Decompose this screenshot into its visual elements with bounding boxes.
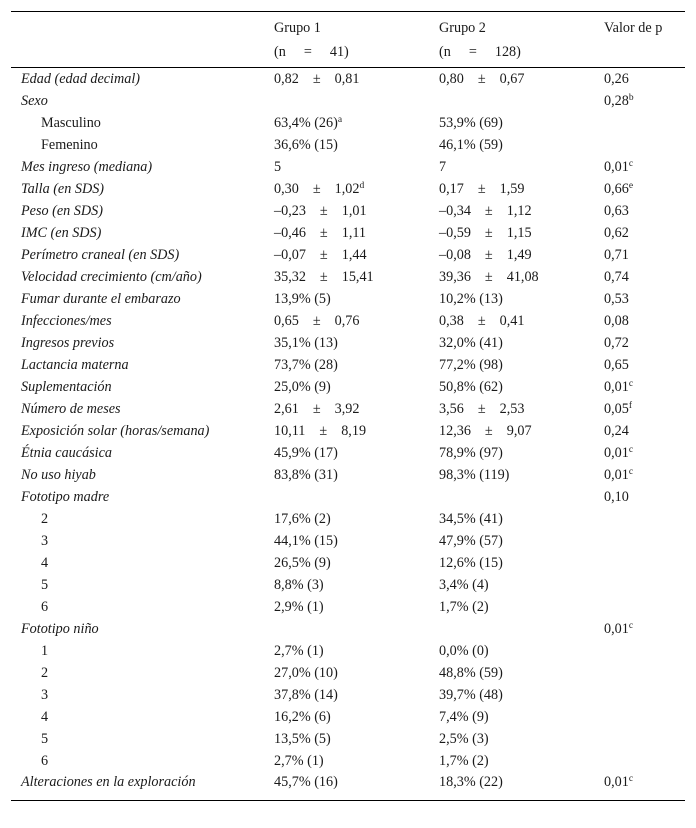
value-p: 0,28 — [604, 92, 629, 109]
cell-grupo-1 — [274, 68, 439, 91]
cell-grupo-1 — [274, 244, 439, 266]
row-sublabel: 5 — [41, 576, 49, 593]
cell-grupo-1 — [274, 90, 439, 112]
table-row — [11, 68, 685, 91]
row-sublabel: 5 — [41, 730, 49, 747]
row-label: No uso hiyab — [21, 466, 96, 483]
footnote-marker: c — [628, 620, 634, 631]
value-grupo-2: 32,0% (41) — [439, 334, 503, 351]
cell-valor-p — [604, 178, 685, 200]
cell-grupo-1 — [274, 156, 439, 178]
value-grupo-1: –0,07 ± 1,44 — [274, 246, 367, 263]
cell-grupo-2 — [439, 486, 604, 508]
row-label: Fototipo niño — [21, 620, 99, 637]
cell-valor-p — [604, 750, 685, 772]
cell-grupo-2 — [439, 200, 604, 222]
table-row — [11, 772, 685, 801]
value-p: 0,71 — [604, 246, 629, 263]
cell-grupo-1 — [274, 750, 439, 772]
row-label: Infecciones/mes — [21, 312, 112, 329]
table-row — [11, 178, 685, 200]
value-p: 0,24 — [604, 422, 629, 439]
cell-grupo-2 — [439, 530, 604, 552]
table-row — [11, 640, 685, 662]
table-row — [11, 354, 685, 376]
row-sublabel: 6 — [41, 752, 49, 769]
value-p: 0,05 — [604, 400, 629, 417]
value-grupo-1: 45,9% (17) — [274, 444, 338, 461]
value-p: 0,01 — [604, 620, 629, 637]
value-grupo-2: 10,2% (13) — [439, 290, 503, 307]
value-grupo-1: 2,7% (1) — [274, 752, 324, 769]
value-grupo-1: 45,7% (16) — [274, 774, 338, 790]
row-label: Fototipo madre — [21, 488, 110, 505]
table-row — [11, 596, 685, 618]
header-grupo-1: Grupo 1 — [274, 20, 321, 36]
value-grupo-2: 2,5% (3) — [439, 730, 489, 747]
cell-grupo-2 — [439, 464, 604, 486]
row-label: Velocidad crecimiento (cm/año) — [21, 268, 202, 285]
value-grupo-1: 13,9% (5) — [274, 290, 331, 307]
cell-grupo-1 — [274, 530, 439, 552]
cell-grupo-2 — [439, 68, 604, 91]
value-grupo-1: 13,5% (5) — [274, 730, 331, 747]
row-label: Edad (edad decimal) — [21, 70, 140, 87]
footnote-marker: a — [337, 114, 343, 125]
cell-valor-p — [604, 288, 685, 310]
table-row — [11, 442, 685, 464]
value-grupo-1: 44,1% (15) — [274, 532, 338, 549]
cell-grupo-1 — [274, 618, 439, 640]
table-body — [11, 68, 685, 801]
table-row — [11, 684, 685, 706]
row-label: IMC (en SDS) — [21, 224, 102, 241]
value-grupo-2: –0,34 ± 1,12 — [439, 202, 532, 219]
cell-grupo-2 — [439, 596, 604, 618]
cell-grupo-1 — [274, 266, 439, 288]
table-row — [11, 728, 685, 750]
cell-grupo-1 — [274, 112, 439, 134]
cell-valor-p — [604, 596, 685, 618]
cell-grupo-1 — [274, 662, 439, 684]
header-n-grupo-1 — [274, 37, 439, 68]
cell-valor-p — [604, 530, 685, 552]
value-grupo-1: 10,11 ± 8,19 — [274, 422, 367, 439]
value-grupo-1: 27,0% (10) — [274, 664, 338, 681]
value-grupo-2: 47,9% (57) — [439, 532, 503, 549]
value-grupo-2: –0,59 ± 1,15 — [439, 224, 532, 241]
table-row — [11, 112, 685, 134]
value-grupo-1: 0,82 ± 0,81 — [274, 70, 360, 87]
value-p: 0,01 — [604, 378, 629, 395]
value-grupo-2: –0,08 ± 1,49 — [439, 246, 532, 263]
table-row — [11, 552, 685, 574]
value-grupo-1: 8,8% (3) — [274, 576, 324, 593]
cell-grupo-1 — [274, 596, 439, 618]
cell-grupo-1 — [274, 134, 439, 156]
row-sublabel: Femenino — [41, 136, 98, 153]
value-p: 0,01 — [604, 444, 629, 461]
cell-grupo-1 — [274, 200, 439, 222]
n2-text: (n = 128) — [439, 43, 521, 60]
table-row — [11, 464, 685, 486]
cell-grupo-2 — [439, 662, 604, 684]
table-row — [11, 420, 685, 442]
cell-grupo-1 — [274, 684, 439, 706]
cell-valor-p — [604, 112, 685, 134]
value-grupo-1: 17,6% (2) — [274, 510, 331, 527]
footnote-marker: e — [628, 180, 634, 191]
cell-grupo-2 — [439, 354, 604, 376]
cell-grupo-2 — [439, 156, 604, 178]
cell-valor-p — [604, 332, 685, 354]
value-grupo-2: 46,1% (59) — [439, 136, 503, 153]
value-grupo-2: 48,8% (59) — [439, 664, 503, 681]
value-grupo-2: 39,36 ± 41,08 — [439, 268, 539, 285]
value-p: 0,01 — [604, 774, 629, 790]
cell-grupo-2 — [439, 266, 604, 288]
table-row — [11, 706, 685, 728]
value-grupo-1: 36,6% (15) — [274, 136, 338, 153]
cell-grupo-1 — [274, 508, 439, 530]
value-grupo-2: 50,8% (62) — [439, 378, 503, 395]
cell-grupo-1 — [274, 332, 439, 354]
cell-grupo-2 — [439, 222, 604, 244]
footnote-marker: c — [628, 444, 634, 455]
value-grupo-2: 3,56 ± 2,53 — [439, 400, 525, 417]
value-grupo-1: 35,1% (13) — [274, 334, 338, 351]
table-row — [11, 134, 685, 156]
value-grupo-2: 78,9% (97) — [439, 444, 503, 461]
row-sublabel: 4 — [41, 708, 49, 725]
cell-grupo-1 — [274, 486, 439, 508]
cell-grupo-2 — [439, 288, 604, 310]
row-sublabel: 6 — [41, 598, 49, 615]
table-row — [11, 618, 685, 640]
cell-grupo-1 — [274, 420, 439, 442]
cell-grupo-1 — [274, 552, 439, 574]
table-row — [11, 90, 685, 112]
table-row — [11, 310, 685, 332]
cell-grupo-2 — [439, 398, 604, 420]
footnote-marker: c — [628, 158, 634, 169]
value-p: 0,01 — [604, 466, 629, 483]
cell-grupo-1 — [274, 222, 439, 244]
value-p: 0,62 — [604, 224, 629, 241]
row-sublabel: 3 — [41, 686, 49, 703]
cell-grupo-1 — [274, 354, 439, 376]
value-grupo-1: 2,7% (1) — [274, 642, 324, 659]
cell-valor-p — [604, 618, 685, 640]
cell-grupo-1 — [274, 772, 439, 801]
cell-valor-p — [604, 156, 685, 178]
table-row — [11, 332, 685, 354]
value-grupo-2: 39,7% (48) — [439, 686, 503, 703]
table-row — [11, 288, 685, 310]
row-sublabel: 4 — [41, 554, 49, 571]
value-grupo-2: 7 — [439, 158, 447, 175]
cell-valor-p — [604, 90, 685, 112]
cell-valor-p — [604, 442, 685, 464]
value-p: 0,72 — [604, 334, 629, 351]
header-valor-p: Valor de p — [604, 20, 663, 36]
footnote-marker: c — [628, 466, 634, 477]
cell-grupo-2 — [439, 728, 604, 750]
table-row — [11, 222, 685, 244]
header-n-grupo-2 — [439, 37, 604, 68]
value-grupo-2: 0,38 ± 0,41 — [439, 312, 525, 329]
value-p: 0,53 — [604, 290, 629, 307]
value-grupo-2: 0,0% (0) — [439, 642, 489, 659]
cell-grupo-1 — [274, 288, 439, 310]
table-row — [11, 376, 685, 398]
row-label: Exposición solar (horas/semana) — [21, 422, 210, 439]
table-row — [11, 156, 685, 178]
value-grupo-1: 2,9% (1) — [274, 598, 324, 615]
cell-grupo-2 — [439, 552, 604, 574]
cell-grupo-2 — [439, 376, 604, 398]
cell-grupo-2 — [439, 178, 604, 200]
row-label: Mes ingreso (mediana) — [21, 158, 153, 175]
value-grupo-1: 5 — [274, 158, 282, 175]
comparison-table — [11, 11, 685, 801]
cell-valor-p — [604, 200, 685, 222]
table-row — [11, 662, 685, 684]
value-grupo-2: 0,80 ± 0,67 — [439, 70, 525, 87]
cell-valor-p — [604, 266, 685, 288]
value-grupo-2: 1,7% (2) — [439, 598, 489, 615]
value-grupo-2: 12,36 ± 9,07 — [439, 422, 532, 439]
value-grupo-1: 26,5% (9) — [274, 554, 331, 571]
cell-grupo-2 — [439, 750, 604, 772]
value-p: 0,74 — [604, 268, 629, 285]
value-grupo-1: 2,61 ± 3,92 — [274, 400, 360, 417]
row-label: Suplementación — [21, 378, 112, 395]
footnote-marker: f — [628, 400, 632, 411]
cell-grupo-1 — [274, 574, 439, 596]
row-label: Número de meses — [21, 400, 121, 417]
row-label: Lactancia materna — [21, 356, 129, 373]
row-label: Talla (en SDS) — [21, 180, 105, 197]
row-label: Étnia caucásica — [21, 444, 113, 461]
cell-grupo-2 — [439, 640, 604, 662]
header-empty — [11, 12, 274, 38]
cell-valor-p — [604, 376, 685, 398]
footnote-marker: b — [628, 92, 634, 103]
cell-grupo-2 — [439, 244, 604, 266]
row-sublabel: 2 — [41, 664, 49, 681]
footnote-marker: c — [628, 774, 634, 784]
row-sublabel: 1 — [41, 642, 49, 659]
value-grupo-2: 7,4% (9) — [439, 708, 489, 725]
cell-valor-p — [604, 728, 685, 750]
cell-valor-p — [604, 640, 685, 662]
table-row — [11, 574, 685, 596]
cell-valor-p — [604, 244, 685, 266]
table-row — [11, 530, 685, 552]
cell-grupo-2 — [439, 618, 604, 640]
cell-grupo-2 — [439, 772, 604, 801]
cell-grupo-2 — [439, 574, 604, 596]
table-header — [11, 12, 685, 68]
cell-grupo-1 — [274, 376, 439, 398]
value-grupo-1: –0,23 ± 1,01 — [274, 202, 367, 219]
cell-grupo-2 — [439, 508, 604, 530]
footnote-marker: d — [359, 180, 365, 191]
cell-valor-p — [604, 464, 685, 486]
cell-grupo-1 — [274, 640, 439, 662]
value-grupo-1: 35,32 ± 15,41 — [274, 268, 374, 285]
cell-grupo-1 — [274, 706, 439, 728]
row-label: Ingresos previos — [21, 334, 115, 351]
cell-grupo-1 — [274, 728, 439, 750]
value-p: 0,08 — [604, 312, 629, 329]
value-grupo-1: 25,0% (9) — [274, 378, 331, 395]
cell-valor-p — [604, 552, 685, 574]
value-grupo-2: 77,2% (98) — [439, 356, 503, 373]
value-p: 0,01 — [604, 158, 629, 175]
value-grupo-2: 12,6% (15) — [439, 554, 503, 571]
table-row — [11, 750, 685, 772]
value-grupo-1: 63,4% (26) — [274, 114, 338, 131]
table-row — [11, 266, 685, 288]
value-grupo-1: 0,30 ± 1,02 — [274, 180, 360, 197]
cell-grupo-1 — [274, 310, 439, 332]
cell-grupo-2 — [439, 706, 604, 728]
table-row — [11, 244, 685, 266]
header-grupo-2: Grupo 2 — [439, 20, 486, 36]
row-sublabel: Masculino — [41, 114, 101, 131]
cell-grupo-2 — [439, 90, 604, 112]
n1-text: (n = 41) — [274, 43, 349, 60]
row-label: Peso (en SDS) — [21, 202, 103, 219]
value-p: 0,10 — [604, 488, 629, 505]
value-grupo-1: 0,65 ± 0,76 — [274, 312, 360, 329]
table-row — [11, 508, 685, 530]
cell-grupo-2 — [439, 134, 604, 156]
cell-valor-p — [604, 398, 685, 420]
cell-valor-p — [604, 222, 685, 244]
row-label: Alteraciones en la exploración — [11, 772, 274, 801]
cell-valor-p — [604, 310, 685, 332]
cell-grupo-2 — [439, 112, 604, 134]
value-grupo-2: 98,3% (119) — [439, 466, 510, 483]
row-sublabel: 2 — [41, 510, 49, 527]
value-grupo-2: 18,3% (22) — [439, 774, 503, 790]
value-grupo-1: 16,2% (6) — [274, 708, 331, 725]
cell-grupo-1 — [274, 442, 439, 464]
value-grupo-1: 37,8% (14) — [274, 686, 338, 703]
cell-valor-p — [604, 662, 685, 684]
value-grupo-2: 0,17 ± 1,59 — [439, 180, 525, 197]
cell-valor-p — [604, 706, 685, 728]
cell-grupo-2 — [439, 420, 604, 442]
cell-grupo-1 — [274, 178, 439, 200]
value-grupo-2: 3,4% (4) — [439, 576, 489, 593]
cell-valor-p — [604, 420, 685, 442]
value-p: 0,63 — [604, 202, 629, 219]
row-label: Sexo — [21, 92, 48, 109]
value-grupo-1: 73,7% (28) — [274, 356, 338, 373]
table-row — [11, 398, 685, 420]
cell-grupo-2 — [439, 684, 604, 706]
cell-valor-p — [604, 574, 685, 596]
row-label: Perímetro craneal (en SDS) — [21, 246, 180, 263]
cell-grupo-2 — [439, 442, 604, 464]
cell-valor-p — [604, 486, 685, 508]
cell-valor-p — [604, 134, 685, 156]
row-sublabel: 3 — [41, 532, 49, 549]
cell-grupo-1 — [274, 464, 439, 486]
value-p: 0,66 — [604, 180, 629, 197]
value-grupo-2: 34,5% (41) — [439, 510, 503, 527]
row-label: Fumar durante el embarazo — [21, 290, 181, 307]
value-grupo-2: 1,7% (2) — [439, 752, 489, 769]
cell-valor-p — [604, 508, 685, 530]
value-grupo-2: 53,9% (69) — [439, 114, 503, 131]
cell-grupo-2 — [439, 332, 604, 354]
cell-valor-p — [604, 772, 685, 801]
value-grupo-1: 83,8% (31) — [274, 466, 338, 483]
cell-grupo-2 — [439, 310, 604, 332]
value-p: 0,65 — [604, 356, 629, 373]
cell-grupo-1 — [274, 398, 439, 420]
table-row — [11, 486, 685, 508]
value-grupo-1: –0,46 ± 1,11 — [274, 224, 367, 241]
cell-valor-p — [604, 68, 685, 91]
table-row — [11, 200, 685, 222]
cell-valor-p — [604, 354, 685, 376]
value-p: 0,26 — [604, 70, 629, 87]
cell-valor-p — [604, 684, 685, 706]
data-table-container — [11, 11, 685, 801]
footnote-marker: c — [628, 378, 634, 389]
